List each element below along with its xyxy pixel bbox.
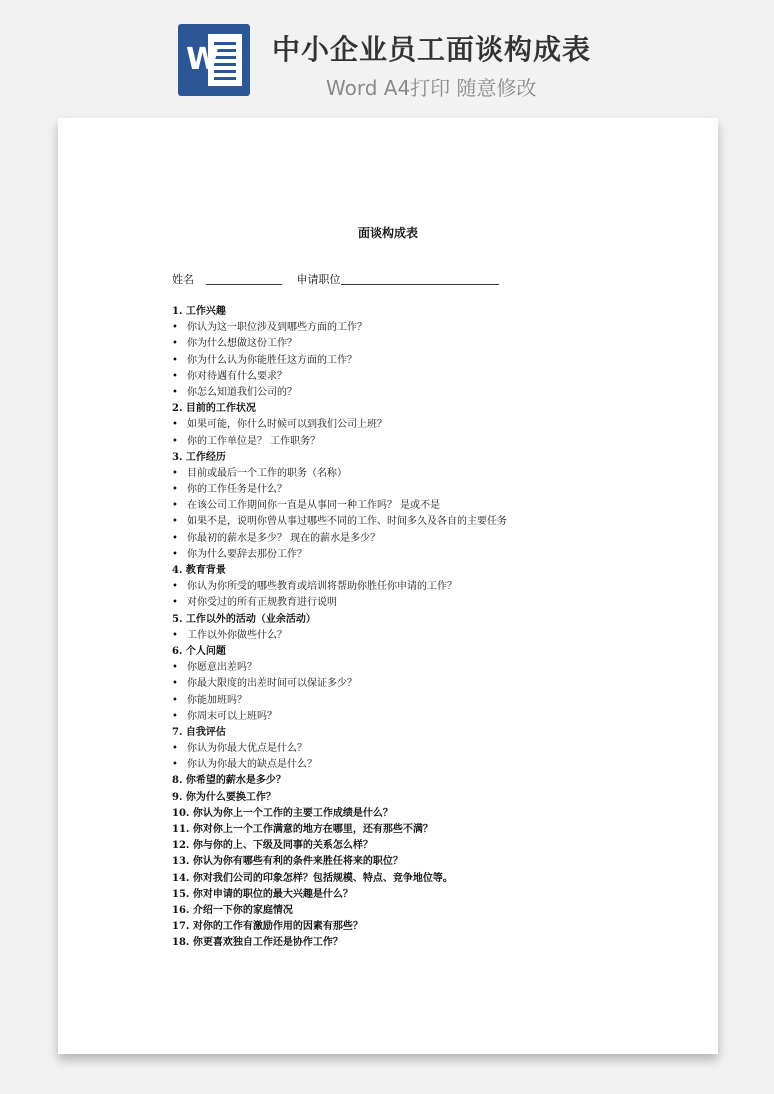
- bullet-item: [172, 579, 692, 595]
- section-heading: 8. 你希望的薪水是多少？: [172, 775, 286, 787]
- section-heading: 15. 你对申请的职位的最大兴趣是什么？: [172, 888, 353, 900]
- section-heading: 4. 教育背景: [172, 565, 226, 576]
- bullet-text: 你为什么要辞去那份工作？: [187, 548, 307, 560]
- bullet-dot-icon: •: [172, 743, 178, 755]
- bullet-text: 工作以外你做些什么？: [187, 629, 287, 641]
- bullet-dot-icon: •: [172, 532, 178, 544]
- bullet-text: 你对待遇有什么要求？: [187, 370, 287, 382]
- bullet-dot-icon: •: [172, 597, 178, 609]
- position-label: 申请职位: [296, 273, 341, 286]
- bullet-item: [172, 417, 692, 433]
- bullet-item: [172, 709, 692, 725]
- name-blank: [206, 273, 282, 285]
- bullet-item: [172, 320, 692, 336]
- bullet-text: 你为什么想做这份工作？: [187, 338, 297, 350]
- bullet-dot-icon: •: [172, 435, 178, 447]
- bullet-text: 目前或最后一个工作的职务（名称）: [187, 467, 347, 479]
- section-heading: 6. 个人问题: [172, 645, 226, 657]
- section-heading: 10. 你认为你上一个工作的主要工作成绩是什么？: [172, 807, 393, 819]
- bullet-dot-icon: •: [172, 581, 178, 593]
- bullet-text: 你认为你最大的缺点是什么？: [187, 759, 317, 771]
- bullet-item: [172, 514, 692, 530]
- bullet-item: [172, 466, 692, 482]
- bullet-text: 你认为这一职位涉及到哪些方面的工作？: [187, 322, 367, 334]
- section-heading: 2. 目前的工作状况: [172, 403, 256, 415]
- bullet-dot-icon: •: [172, 662, 178, 674]
- section-heading: 17. 对你的工作有激励作用的因素有那些？: [172, 921, 363, 933]
- bullet-item: [172, 757, 692, 773]
- bullet-dot-icon: •: [172, 484, 178, 496]
- bullet-item: [172, 676, 692, 692]
- bullet-item: [172, 531, 692, 547]
- bullet-text: 你的工作单位是？ 工作职务？: [187, 435, 321, 447]
- bullet-item: [172, 385, 692, 401]
- bullet-text: 你周末可以上班吗？: [187, 710, 277, 722]
- bullet-dot-icon: •: [172, 759, 178, 771]
- document-page: [58, 118, 718, 1054]
- bullet-item: [172, 482, 692, 498]
- bullet-item: [172, 369, 692, 385]
- bullet-item: [172, 498, 692, 514]
- bullet-dot-icon: •: [172, 678, 178, 690]
- bullet-dot-icon: •: [172, 338, 178, 350]
- applicant-fields: [172, 271, 499, 287]
- bullet-text: 你认为你最大优点是什么？: [187, 743, 307, 755]
- bullet-dot-icon: •: [172, 500, 178, 512]
- bullet-text: 你最大限度的出差时间可以保证多少？: [187, 678, 357, 690]
- bullet-text: 对你受过的所有正规教育进行说明: [187, 597, 337, 609]
- word-doc-icon: [178, 24, 250, 96]
- section-heading: 3. 工作经历: [172, 451, 226, 463]
- name-label: 姓名: [172, 273, 194, 286]
- bullet-item: [172, 741, 692, 757]
- section-heading: 9. 你为什么要换工作？: [172, 791, 276, 803]
- section-heading: 14. 你对我们公司的印象怎样？包括规模、特点、竞争地位等。: [172, 872, 453, 884]
- bullet-dot-icon: •: [172, 322, 178, 334]
- bullet-text: 你认为你所受的哪些教育或培训将帮助你胜任你申请的工作？: [187, 581, 457, 593]
- document-title: 面谈构成表: [357, 226, 418, 240]
- bullet-dot-icon: •: [172, 516, 178, 528]
- page-subtitle: Word A4打印 随意修改: [326, 76, 537, 100]
- bullet-text: 你为什么认为你能胜任这方面的工作？: [187, 354, 357, 366]
- bullet-dot-icon: •: [172, 386, 178, 398]
- bullet-text: 在该公司工作期间你一直是从事同一种工作吗？ 是或不是: [187, 500, 441, 512]
- bullet-dot-icon: •: [172, 419, 178, 431]
- bullet-item: [172, 547, 692, 563]
- questionnaire-content: [172, 304, 692, 952]
- bullet-item: [172, 693, 692, 709]
- section-heading: 12. 你与你的上、下级及同事的关系怎么样？: [172, 840, 373, 852]
- bullet-text: 你怎么知道我们公司的？: [187, 386, 297, 398]
- bullet-dot-icon: •: [172, 710, 178, 722]
- bullet-dot-icon: •: [172, 467, 178, 479]
- bullet-dot-icon: •: [172, 548, 178, 560]
- bullet-dot-icon: •: [172, 694, 178, 706]
- position-blank: [341, 273, 499, 285]
- bullet-text: 你的工作任务是什么？: [187, 484, 287, 496]
- bullet-item: [172, 434, 692, 450]
- bullet-dot-icon: •: [172, 370, 178, 382]
- section-heading: 1. 工作兴趣: [172, 306, 226, 317]
- word-logo-letter: W: [186, 42, 220, 77]
- bullet-item: [172, 353, 692, 369]
- section-heading: 13. 你认为你有哪些有利的条件来胜任将来的职位？: [172, 856, 403, 868]
- bullet-text: 你能加班吗？: [187, 694, 247, 706]
- bullet-text: 如果可能，你什么时候可以到我们公司上班？: [187, 419, 387, 431]
- section-heading: 18. 你更喜欢独自工作还是协作工作？: [172, 937, 343, 949]
- bullet-text: 你最初的薪水是多少？ 现在的薪水是多少？: [187, 532, 381, 544]
- section-heading: 5. 工作以外的活动（业余活动）: [172, 613, 316, 625]
- bullet-dot-icon: •: [172, 354, 178, 366]
- bullet-item: [172, 628, 692, 644]
- section-heading: 16. 介绍一下你的家庭情况: [172, 904, 293, 916]
- page-header: [0, 0, 774, 118]
- page-title: 中小企业员工面谈构成表: [272, 33, 592, 66]
- bullet-text: 你愿意出差吗？: [187, 662, 257, 674]
- bullet-text: 如果不是，说明你曾从事过哪些不同的工作、时间多久及各自的主要任务: [187, 516, 507, 528]
- bullet-item: [172, 660, 692, 676]
- section-heading: 7. 自我评估: [172, 726, 226, 738]
- section-heading: 11. 你对你上一个工作满意的地方在哪里，还有那些不满？: [172, 824, 433, 835]
- bullet-dot-icon: •: [172, 629, 178, 641]
- bullet-item: [172, 336, 692, 352]
- bullet-item: [172, 595, 692, 611]
